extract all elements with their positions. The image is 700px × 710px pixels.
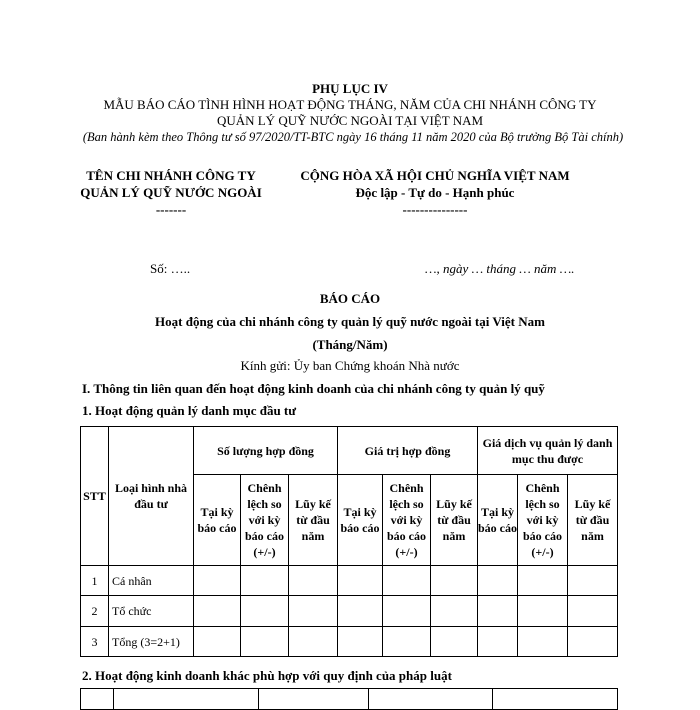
organization-rule: ------- (155, 202, 187, 217)
table-cell (431, 566, 478, 596)
table-cell (478, 566, 518, 596)
table-cell (338, 596, 383, 627)
row-label: Cá nhân (109, 566, 194, 596)
header-contract-count: Số lượng hợp đồng (194, 427, 338, 475)
row-number: 3 (81, 627, 109, 657)
table-cell (114, 689, 259, 710)
table-cell (194, 627, 241, 657)
row-number: 2 (81, 596, 109, 627)
report-subtitle: Hoạt động của chi nhánh công ty quản lý quỹ nước ngoài tại Việt Nam (155, 314, 545, 329)
section-2-heading: 2. Hoạt động kinh doanh khác phù hợp với quy định của pháp luật (82, 668, 452, 683)
header-stt: STT (81, 427, 109, 566)
issuance-note: (Ban hành kèm theo Thông tư số 97/2020/TT-BTC ngày 16 tháng 11 năm 2020 của Bộ trưởng Bộ Tài chính) (82, 130, 624, 144)
report-period: (Tháng/Năm) (312, 337, 388, 352)
document-number: Số: ….. (150, 261, 191, 276)
table-row (81, 596, 618, 627)
report-title: BÁO CÁO (319, 291, 381, 306)
table-cell (194, 566, 241, 596)
table-cell (241, 627, 289, 657)
table-cell (383, 596, 431, 627)
row-number: 1 (81, 566, 109, 596)
republic-name: CỘNG HÒA XÃ HỘI CHỦ NGHĨA VIỆT NAM (300, 168, 570, 183)
row-label: Tổng (3=2+1) (109, 627, 194, 657)
table-cell (568, 566, 618, 596)
table-cell (478, 627, 518, 657)
table-cell (518, 596, 568, 627)
table-cell (431, 627, 478, 657)
table-cell (369, 689, 493, 710)
header-change-vs-period: Chênh lệch so với kỳ báo cáo (+/-) (241, 475, 289, 566)
table-cell (338, 566, 383, 596)
table-cell (568, 627, 618, 657)
organization-block (76, 167, 266, 218)
row-label: Tổ chức (109, 596, 194, 627)
other-activities-table (80, 688, 618, 710)
report-addressee: Kính gửi: Ủy ban Chứng khoán Nhà nước (240, 358, 460, 373)
header-current-period: Tại kỳ báo cáo (338, 475, 383, 566)
table-cell (289, 627, 338, 657)
table-cell (338, 627, 383, 657)
table-row (81, 566, 618, 596)
header-change-vs-period: Chênh lệch so với kỳ báo cáo (+/-) (518, 475, 568, 566)
header-change-vs-period: Chênh lệch so với kỳ báo cáo (+/-) (383, 475, 431, 566)
header-investor-type: Loại hình nhà đầu tư (109, 427, 194, 566)
table-cell (259, 689, 369, 710)
header-contract-value: Giá trị hợp đồng (338, 427, 478, 475)
table-cell (518, 627, 568, 657)
appendix-title: PHỤ LỤC IV (312, 81, 388, 96)
table-cell (289, 596, 338, 627)
document-date: …, ngày … tháng … năm …. (425, 261, 575, 276)
portfolio-management-table (80, 426, 618, 657)
header-year-to-date: Lũy kế từ đầu năm (431, 475, 478, 566)
form-title-line-1: MẪU BÁO CÁO TÌNH HÌNH HOẠT ĐỘNG THÁNG, NĂM CỦA CHI NHÁNH CÔNG TY (103, 97, 597, 112)
motto-rule: --------------- (402, 202, 468, 217)
table-cell (194, 596, 241, 627)
table-cell (289, 566, 338, 596)
table-cell (241, 566, 289, 596)
header-current-period: Tại kỳ báo cáo (194, 475, 241, 566)
table-cell (493, 689, 618, 710)
national-motto: Độc lập - Tự do - Hạnh phúc (355, 185, 515, 200)
header-management-fee: Giá dịch vụ quản lý danh mục thu được (478, 427, 618, 475)
table-cell (383, 566, 431, 596)
section-1-1-heading: 1. Hoạt động quản lý danh mục đầu tư (82, 403, 297, 418)
national-header (270, 167, 600, 218)
table-cell (81, 689, 114, 710)
form-title-line-2: QUẢN LÝ QUỸ NƯỚC NGOÀI TẠI VIỆT NAM (216, 113, 484, 128)
table-cell (383, 627, 431, 657)
table-cell (431, 596, 478, 627)
table-cell (241, 596, 289, 627)
header-year-to-date: Lũy kế từ đầu năm (289, 475, 338, 566)
table-cell (518, 566, 568, 596)
table-cell (568, 596, 618, 627)
header-year-to-date: Lũy kế từ đầu năm (568, 475, 618, 566)
header-current-period: Tại kỳ báo cáo (478, 475, 518, 566)
table-row (81, 627, 618, 657)
section-1-heading: I. Thông tin liên quan đến hoạt động kinh doanh của chi nhánh công ty quản lý quỹ (82, 381, 545, 396)
organization-name: TÊN CHI NHÁNH CÔNG TY QUẢN LÝ QUỸ NƯỚC NGOÀI (80, 168, 262, 200)
table-cell (478, 596, 518, 627)
